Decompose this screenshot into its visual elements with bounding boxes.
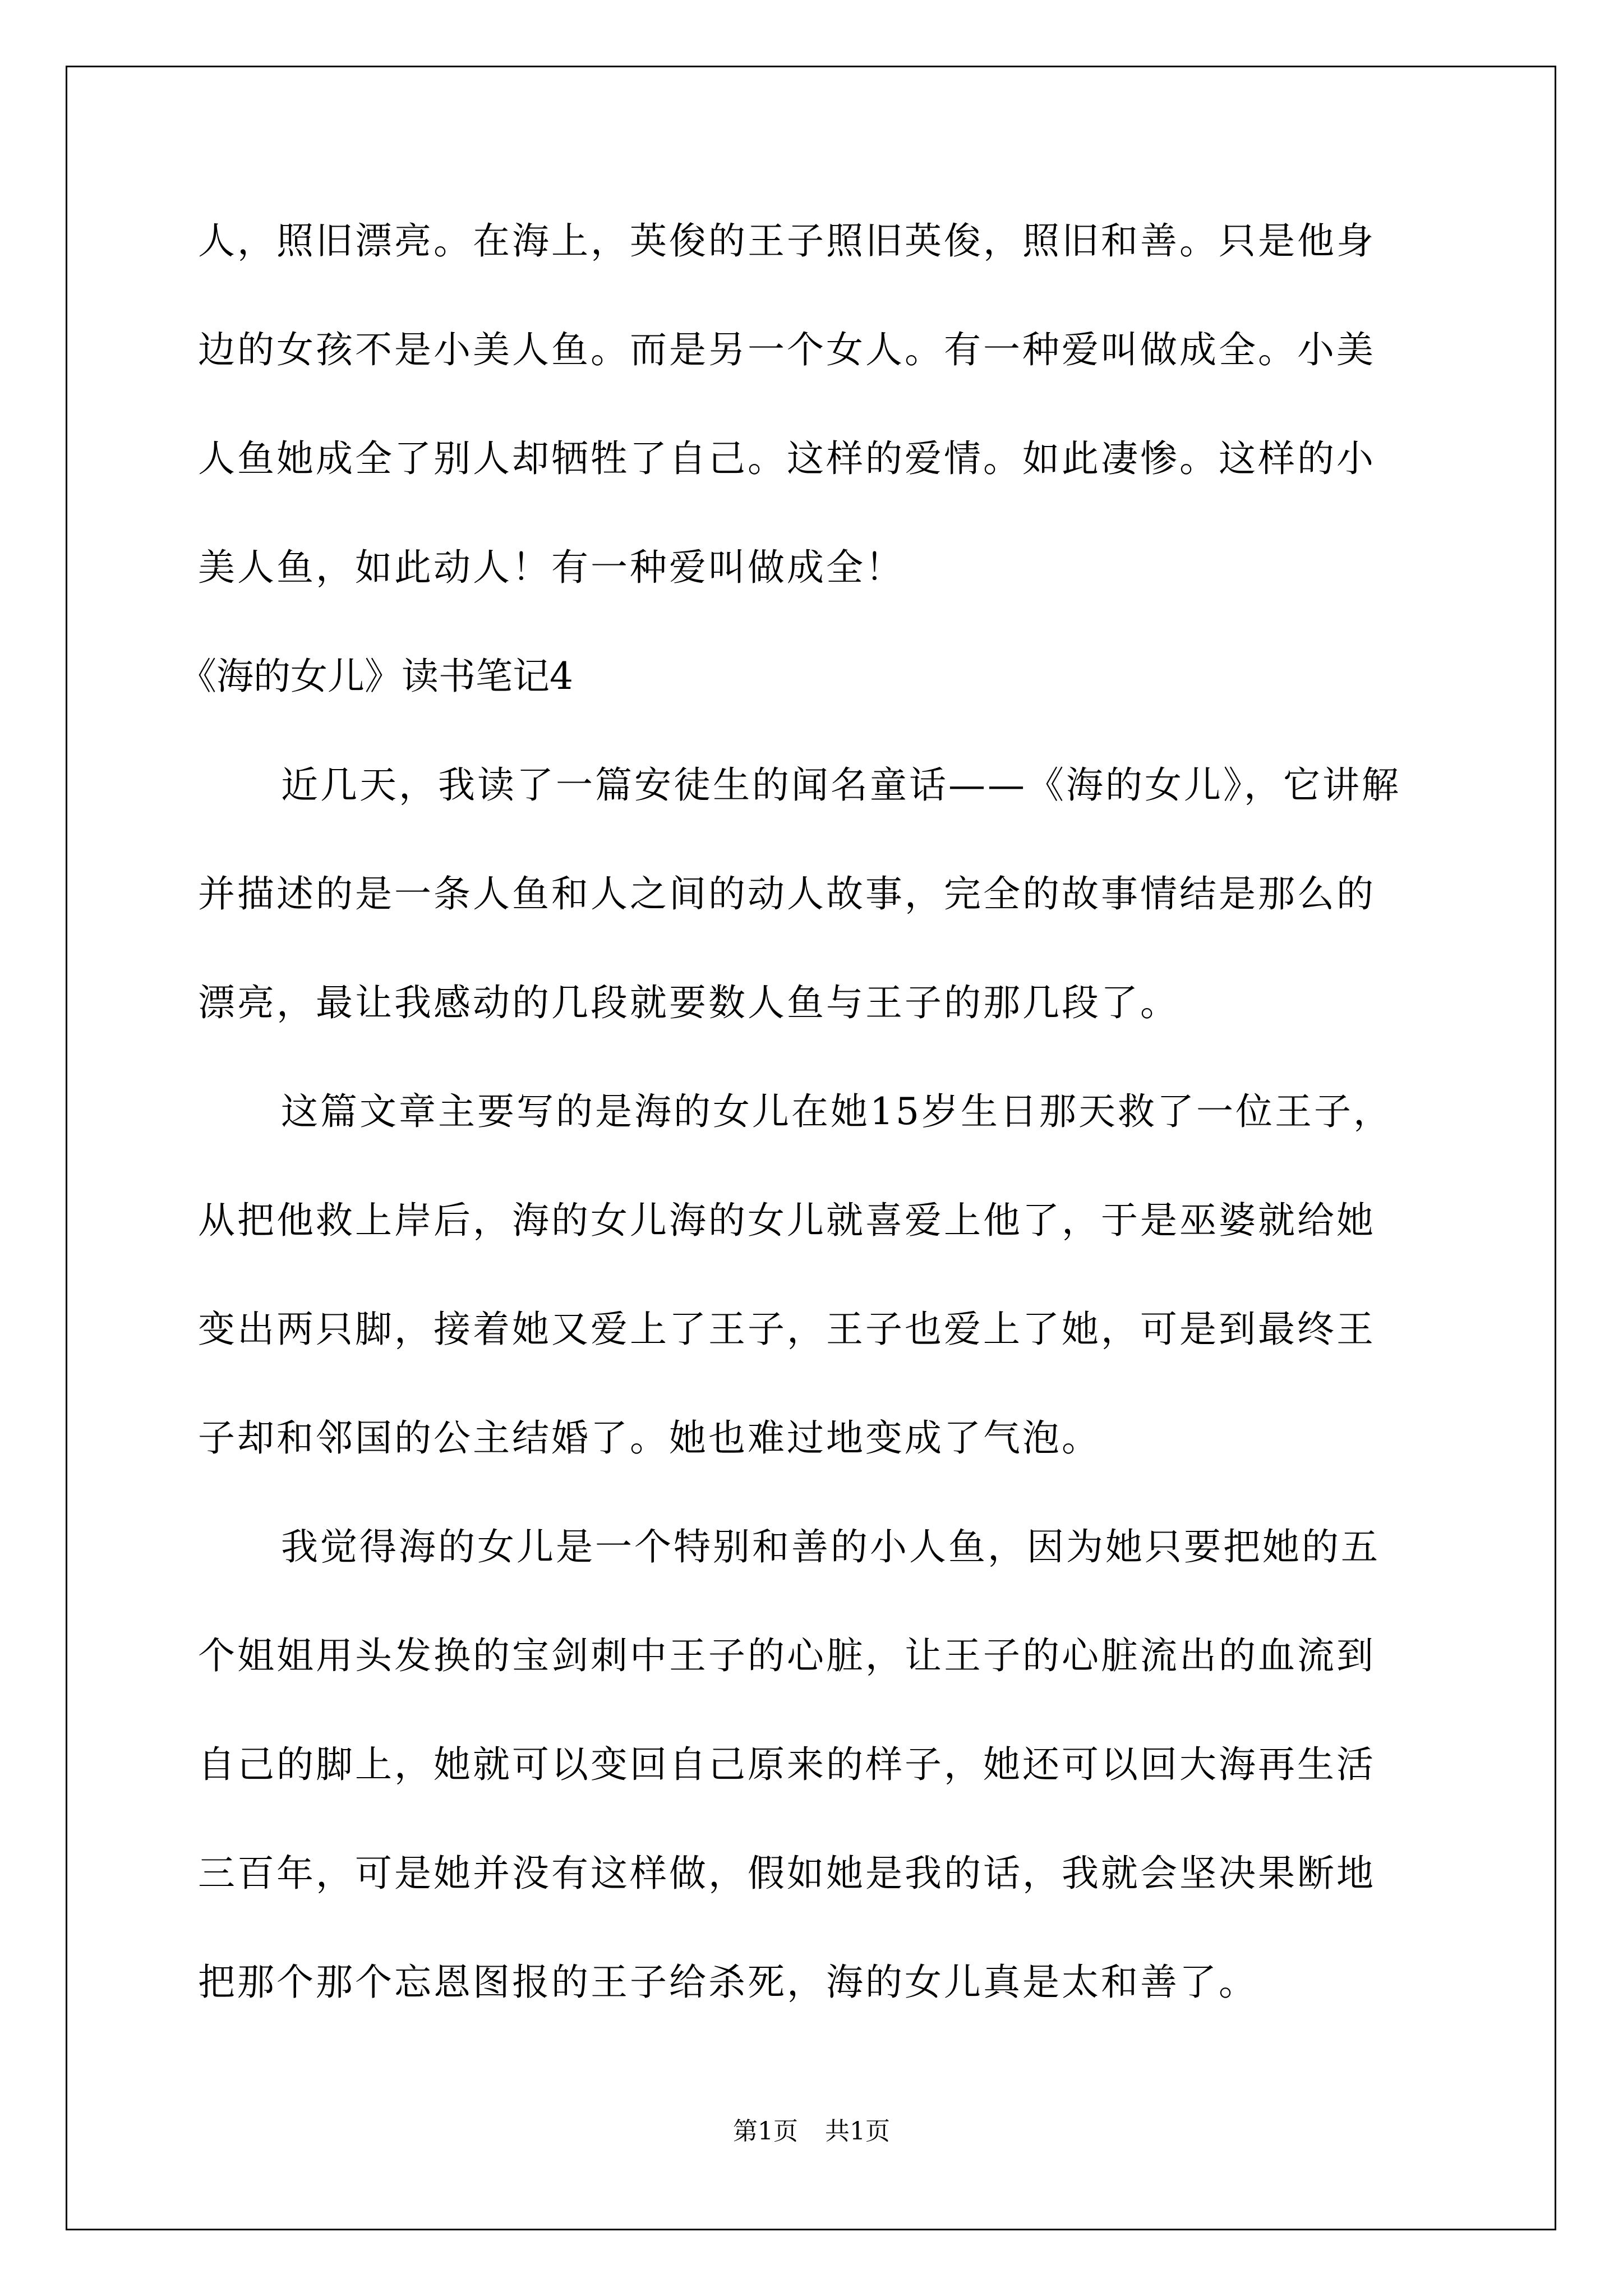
paragraph-line: 子却和邻国的公主结婚了。她也难过地变成了气泡。	[198, 1416, 1101, 1460]
page-number: 第1页	[733, 2117, 798, 2146]
text-line: 人，照旧漂亮。在海上，英俊的王子照旧英俊，照旧和善。只是他身	[198, 219, 1376, 263]
section-heading: 《海的女儿》读书笔记4	[179, 655, 573, 698]
paragraph-line: 把那个那个忘恩图报的王子给杀死，海的女儿真是太和善了。	[198, 1961, 1258, 2004]
page-footer	[0, 2115, 1623, 2148]
text-line: 边的女孩不是小美人鱼。而是另一个女人。有一种爱叫做成全。小美	[198, 328, 1376, 371]
paragraph-line: 个姐姐用头发换的宝剑刺中王子的心脏，让王子的心脏流出的血流到	[198, 1634, 1376, 1677]
text-line: 人鱼她成全了别人却牺牲了自己。这样的爱情。如此凄惨。这样的小	[198, 437, 1376, 480]
paragraph-line: 我觉得海的女儿是一个特别和善的小人鱼，因为她只要把她的五	[281, 1525, 1380, 1568]
paragraph-line: 这篇文章主要写的是海的女儿在她15岁生日那天救了一位王子，	[281, 1090, 1393, 1133]
text-line: 美人鱼，如此动人！有一种爱叫做成全！	[198, 546, 905, 589]
paragraph-line: 漂亮，最让我感动的几段就要数人鱼与王子的那几段了。	[198, 981, 1179, 1024]
paragraph-line: 三百年，可是她并没有这样做，假如她是我的话，我就会坚决果断地	[198, 1852, 1376, 1895]
document-body	[179, 208, 1426, 2058]
paragraph-line: 变出两只脚，接着她又爱上了王子，王子也爱上了她，可是到最终王	[198, 1308, 1376, 1351]
paragraph-line: 自己的脚上，她就可以变回自己原来的样子，她还可以回大海再生活	[198, 1743, 1376, 1786]
page-total: 共1页	[825, 2117, 890, 2146]
paragraph-line: 并描述的是一条人鱼和人之间的动人故事，完全的故事情结是那么的	[198, 872, 1376, 915]
paragraph-line: 近几天，我读了一篇安徒生的闻名童话——《海的女儿》，它讲解	[281, 763, 1401, 807]
paragraph-line: 从把他救上岸后，海的女儿海的女儿就喜爱上他了，于是巫婆就给她	[198, 1199, 1376, 1242]
